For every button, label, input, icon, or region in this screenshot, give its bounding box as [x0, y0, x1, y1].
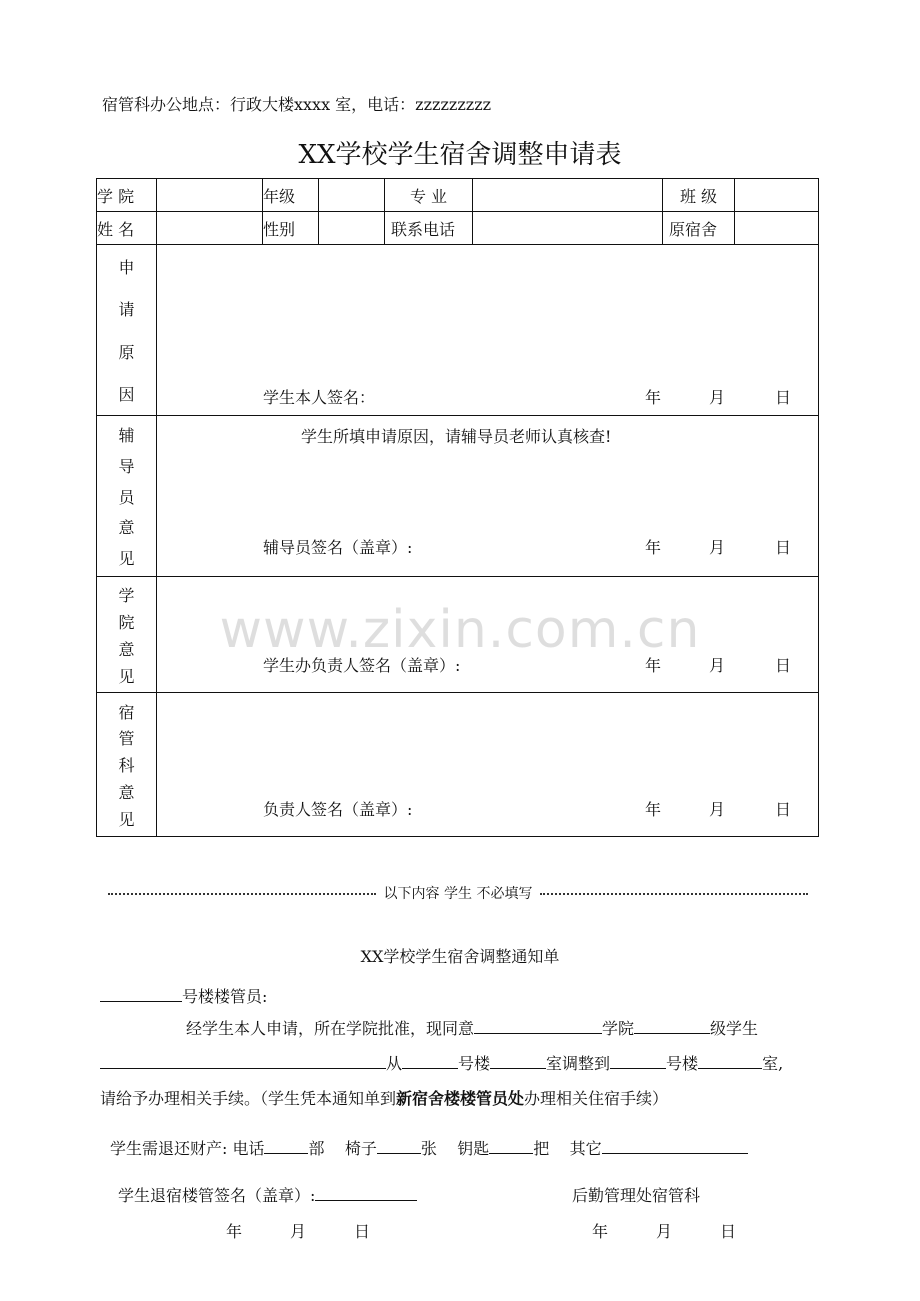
grade-label: 年级 — [263, 179, 319, 212]
key-count-blank[interactable] — [489, 1139, 533, 1154]
gender-label: 性别 — [263, 212, 319, 245]
counselor-day: 日 — [775, 538, 792, 557]
from-room-blank[interactable] — [490, 1054, 546, 1069]
divider-text: 以下内容 学生 不必填写 — [383, 886, 533, 902]
header-row-2 — [97, 212, 819, 245]
other-blank[interactable] — [602, 1139, 748, 1154]
college-label-char: 见 — [118, 666, 135, 686]
left-month: 月 — [290, 1222, 307, 1241]
dorm-office-label — [97, 693, 157, 837]
counselor-month: 月 — [709, 538, 726, 557]
notice-line-1 — [186, 1016, 758, 1039]
right-day: 日 — [720, 1222, 737, 1241]
line1-text-c: 级学生 — [710, 1019, 759, 1038]
counselor-label-char: 员 — [118, 487, 135, 507]
addressee-text: 号楼楼管员: — [182, 987, 268, 1006]
notice-line-2 — [100, 1051, 783, 1074]
line2-text-e: 室, — [762, 1054, 784, 1073]
counselor-section — [97, 416, 819, 577]
notice-date-right — [592, 1219, 736, 1242]
counselor-year: 年 — [645, 538, 662, 557]
office-info: 宿管科办公地点：行政大楼xxxx 室，电话：zzzzzzzzz — [102, 95, 492, 114]
counselor-signature-label: 辅导员签名（盖章）: — [263, 538, 413, 557]
sign-left-text: 学生退宿楼管签名（盖章）: — [118, 1186, 316, 1205]
student-name-blank[interactable] — [100, 1054, 386, 1069]
chair-count-blank[interactable] — [377, 1139, 421, 1154]
counselor-label-char: 见 — [118, 549, 135, 568]
watermark: www.zixin.com.cn — [219, 600, 701, 660]
building-number-blank[interactable] — [100, 987, 182, 1002]
property-text-d: 张 — [420, 1139, 437, 1158]
right-year: 年 — [592, 1222, 609, 1241]
reason-month: 月 — [709, 388, 726, 407]
college-label: 学 院 — [97, 179, 157, 212]
reason-label-char: 因 — [118, 384, 135, 404]
reason-label-char: 原 — [118, 342, 135, 362]
form-title: XX学校学生宿舍调整申请表 — [298, 140, 622, 170]
college-label-char: 院 — [118, 612, 135, 632]
class-field[interactable] — [735, 179, 819, 212]
reason-day: 日 — [775, 388, 792, 407]
major-field[interactable] — [473, 179, 663, 212]
property-text-f: 把 — [533, 1139, 550, 1158]
left-day: 日 — [354, 1222, 371, 1241]
grade-field[interactable] — [319, 179, 385, 212]
reason-label-char: 请 — [118, 300, 135, 320]
dorm-month: 月 — [709, 800, 726, 819]
reason-label-char: 申 — [118, 258, 135, 277]
to-room-blank[interactable] — [698, 1054, 762, 1069]
reason-section — [97, 245, 819, 416]
dorm-label-char: 管 — [118, 729, 135, 749]
college-year: 年 — [645, 656, 662, 675]
college-field[interactable] — [157, 179, 263, 212]
property-text-e: 钥匙 — [457, 1139, 490, 1158]
dorm-label-char: 宿 — [118, 702, 135, 722]
left-year: 年 — [226, 1222, 243, 1241]
dorm-label-char: 意 — [118, 782, 135, 802]
dorm-office-body[interactable] — [157, 693, 819, 837]
header-row-1 — [97, 179, 819, 212]
reason-body[interactable] — [157, 245, 819, 416]
student-signature-label: 学生本人签名： — [263, 388, 376, 407]
dorm-office-section — [97, 693, 819, 837]
college-month: 月 — [709, 656, 726, 675]
counselor-label-char: 意 — [118, 518, 135, 538]
name-field[interactable] — [157, 212, 263, 245]
divider-dots-right — [540, 893, 808, 895]
property-text-c: 椅子 — [344, 1139, 377, 1158]
grade-blank[interactable] — [634, 1019, 710, 1034]
reason-label — [97, 245, 157, 416]
college-day: 日 — [775, 656, 792, 675]
notice-addressee-line — [100, 984, 267, 1007]
counselor-label — [97, 416, 157, 577]
sign-right-text: 后勤管理处宿管科 — [572, 1186, 701, 1205]
counselor-body[interactable] — [157, 416, 819, 577]
from-building-blank[interactable] — [402, 1054, 458, 1069]
dorm-day: 日 — [775, 800, 792, 819]
college-signature-label: 学生办负责人签名（盖章）: — [263, 656, 461, 675]
property-text-a: 学生需退还财产: 电话 — [110, 1139, 265, 1158]
original-dorm-field[interactable] — [735, 212, 819, 245]
notice-date-left — [226, 1219, 370, 1242]
counselor-note: 学生所填申请原因，请辅导员老师认真核查! — [301, 427, 612, 446]
counselor-label-char: 辅 — [118, 426, 135, 445]
college-blank[interactable] — [474, 1019, 602, 1034]
line3-text-a: 请给予办理相关手续。（学生凭本通知单到 — [100, 1089, 397, 1108]
line1-text-b: 学院 — [602, 1019, 635, 1038]
dorm-signature-label: 负责人签名（盖章）: — [263, 800, 413, 819]
phone-count-blank[interactable] — [264, 1139, 308, 1154]
notice-line-3 — [100, 1086, 668, 1109]
notice-title: XX学校学生宿舍调整通知单 — [360, 947, 560, 966]
line2-text-d: 号楼 — [666, 1054, 699, 1073]
line1-text-a: 经学生本人申请，所在学院批准，现同意 — [186, 1019, 475, 1038]
to-building-blank[interactable] — [610, 1054, 666, 1069]
original-dorm-label: 原宿舍 — [663, 212, 735, 245]
line2-text-c: 室调整到 — [546, 1054, 611, 1073]
cut-divider — [108, 883, 808, 903]
sign-left-line — [118, 1183, 417, 1206]
dorm-label-char: 科 — [118, 756, 135, 775]
line3-bold: 新宿舍楼楼管员处 — [396, 1089, 525, 1108]
phone-field[interactable] — [473, 212, 663, 245]
right-month: 月 — [656, 1222, 673, 1241]
application-form — [96, 178, 819, 837]
college-label-char: 意 — [118, 639, 135, 659]
line2-text-a: 从 — [386, 1054, 403, 1073]
property-text-b: 部 — [308, 1139, 325, 1158]
gender-field[interactable] — [319, 212, 385, 245]
class-label: 班 级 — [663, 179, 735, 212]
dorm-label-char: 见 — [118, 809, 135, 829]
reason-year: 年 — [645, 388, 662, 407]
property-line — [110, 1136, 748, 1159]
counselor-label-char: 导 — [118, 456, 135, 476]
dorm-manager-signature-blank[interactable] — [315, 1186, 417, 1201]
college-label-char: 学 — [118, 585, 135, 605]
dorm-year: 年 — [645, 800, 662, 819]
line2-text-b: 号楼 — [458, 1054, 491, 1073]
divider-dots-left — [108, 893, 376, 895]
phone-label: 联系电话 — [385, 212, 473, 245]
major-label: 专 业 — [385, 179, 473, 212]
line3-text-c: 办理相关住宿手续） — [524, 1089, 669, 1108]
property-text-g: 其它 — [569, 1139, 602, 1158]
name-label: 姓 名 — [97, 212, 157, 245]
